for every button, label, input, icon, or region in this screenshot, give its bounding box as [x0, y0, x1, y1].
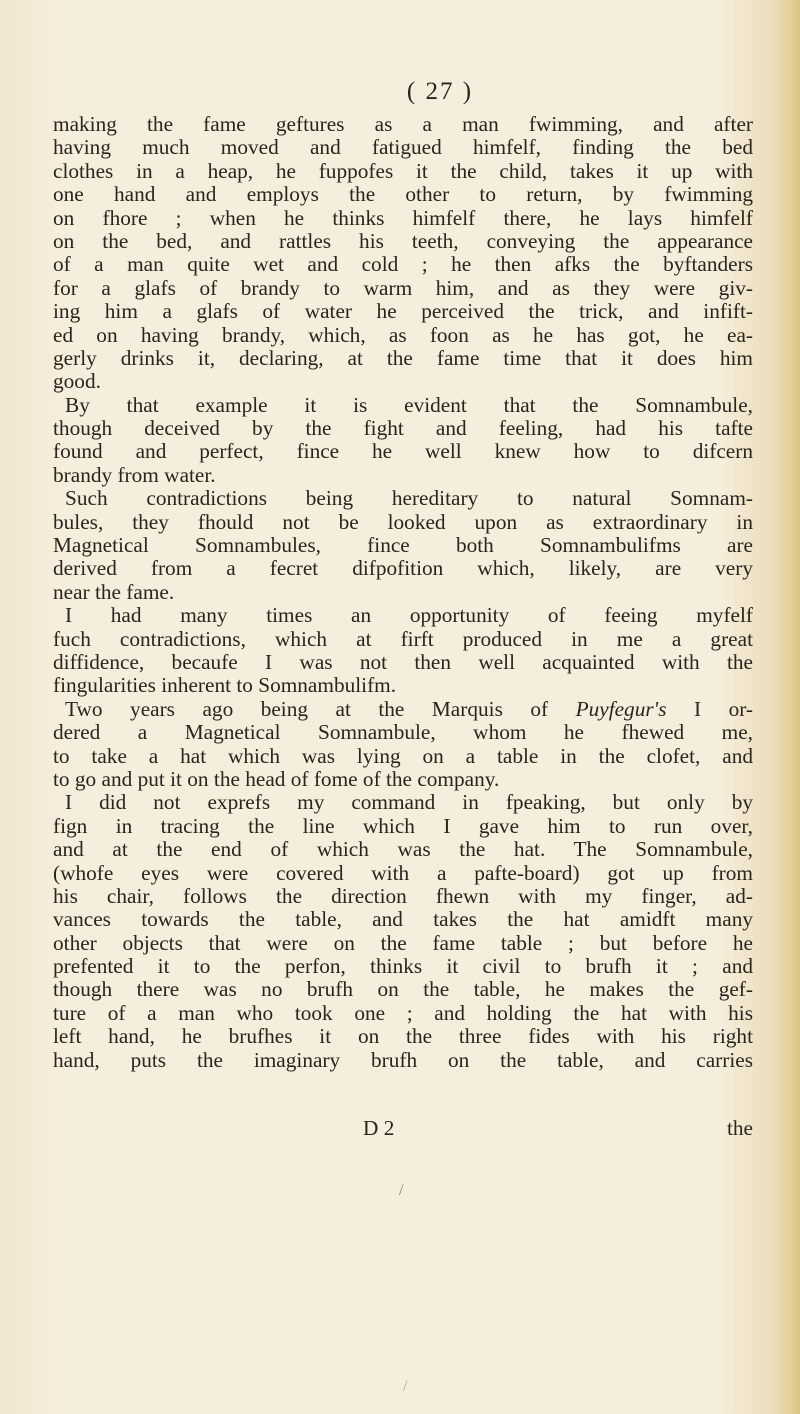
body-text: [53, 113, 753, 1072]
text-line: gerly drinks it, declaring, at the fame time that it does him: [53, 346, 753, 370]
text-line: fingularities inherent to Somnambulifm.: [53, 674, 397, 698]
page-edge-stain: [774, 0, 800, 1414]
text-line: Such contradictions being hereditary to natural Somnam-: [65, 487, 753, 511]
text-line: brandy from water.: [53, 463, 216, 487]
text-line: dered a Magnetical Somnambule, whom he fhewed me,: [53, 721, 753, 745]
text-line: near the fame.: [53, 580, 175, 604]
text-line: to take a hat which was lying on a table in the clofet, and: [53, 744, 753, 768]
text-line: though there was no brufh on the table, he makes the gef-: [53, 978, 753, 1002]
text-line: of a man quite wet and cold ; he then afks the byftanders: [53, 253, 753, 277]
text-line: one hand and employs the other to return, by fwimming: [53, 183, 753, 207]
text-line: By that example it is evident that the Somnambule,: [65, 393, 753, 417]
text-line: clothes in a heap, he fuppofes it the child, takes it up with: [53, 159, 753, 183]
text-line: ed on having brandy, which, as foon as he has got, he ea-: [53, 323, 753, 347]
text-line: and at the end of which was the hat. The Somnambule,: [53, 838, 753, 862]
text-line: ture of a man who took one ; and holding the hat with his: [53, 1001, 753, 1025]
text-line: though deceived by the fight and feeling, had his tafte: [53, 417, 753, 441]
text-line: found and perfect, fince he well knew how to difcern: [53, 440, 753, 464]
text-line: on the bed, and rattles his teeth, conveying the appearance: [53, 229, 753, 253]
text-line: to go and put it on the head of fome of the company.: [53, 767, 500, 791]
text-line: having much moved and fatigued himfelf, finding the bed: [53, 136, 753, 160]
text-line: his chair, follows the direction fhewn with my finger, ad-: [53, 884, 753, 908]
page-footer: [53, 1116, 753, 1142]
catchword: the: [726, 1116, 753, 1140]
text-line: Two years ago being at the Marquis of Puyfegur's I or-: [65, 697, 753, 721]
page-number: ( 27 ): [406, 78, 474, 105]
text-line: on fhore ; when he thinks himfelf there, he lays himfelf: [53, 206, 753, 230]
signature-mark: D 2: [363, 1116, 395, 1140]
text-line: I did not exprefs my command in fpeaking, but only by: [65, 791, 753, 815]
text-line: diffidence, becaufe I was not then well acquainted with the: [53, 650, 753, 674]
text-line: prefented it to the perfon, thinks it civil to brufh it ; and: [53, 955, 753, 979]
stray-mark-bottom: /: [403, 1378, 408, 1395]
text-line: derived from a fecret difpofition which, likely, are very: [53, 557, 753, 581]
text-line: vances towards the table, and takes the hat amidft many: [53, 908, 753, 932]
text-line: making the fame geftures as a man fwimming, and after: [53, 113, 753, 136]
text-line: fuch contradictions, which at firft produced in me a great: [53, 627, 753, 651]
text-line: ing him a glafs of water he perceived the trick, and infift-: [53, 300, 753, 324]
text-line: fign in tracing the line which I gave him to run over,: [53, 814, 753, 838]
text-line: (whofe eyes were covered with a pafte-board) got up from: [53, 861, 753, 885]
text-line: left hand, he brufhes it on the three fides with his right: [53, 1025, 753, 1049]
text-line: other objects that were on the fame table ; but before he: [53, 931, 753, 955]
text-line: I had many times an opportunity of feeing myfelf: [65, 604, 753, 628]
text-line: for a glafs of brandy to warm him, and as they were giv-: [53, 276, 753, 300]
text-line: hand, puts the imaginary brufh on the table, and carries: [53, 1048, 753, 1072]
stray-mark: /: [399, 1182, 404, 1199]
text-line: good.: [53, 370, 101, 394]
text-line: bules, they fhould not be looked upon as extraordinary in: [53, 510, 753, 534]
text-line: Magnetical Somnambules, fince both Somnambulifms are: [53, 534, 753, 558]
